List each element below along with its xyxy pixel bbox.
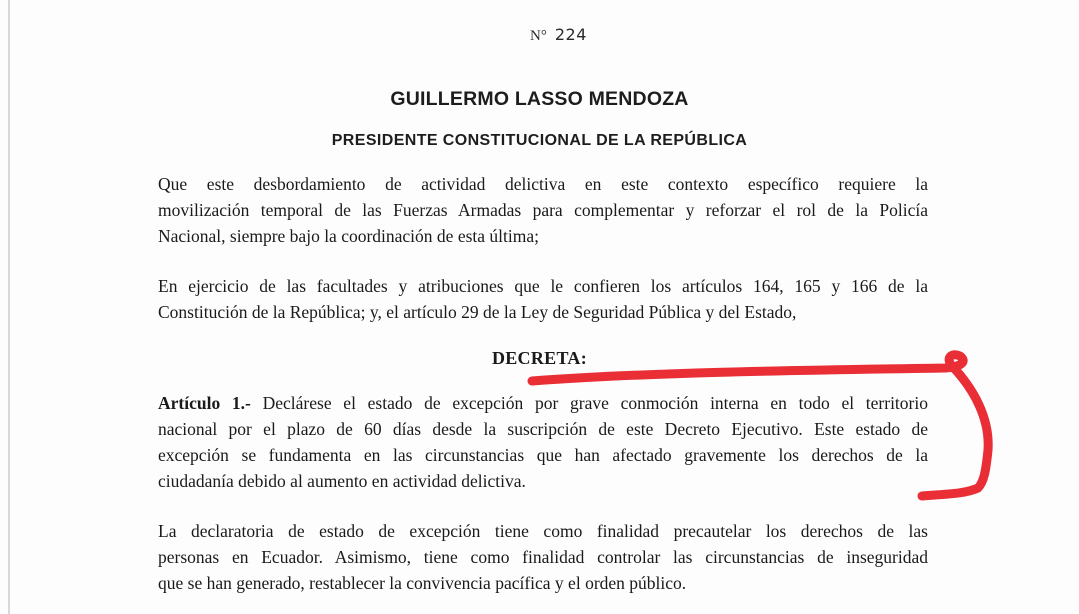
text-line: En ejercicio de las facultades y atribuciones que le confieren los artículos 164, 165 y 166 de la (158, 276, 928, 296)
decree-number (530, 24, 587, 45)
article-1-label: Artículo 1.- (158, 393, 251, 413)
number-value: 224 (554, 25, 587, 44)
president-title: PRESIDENTE CONSTITUCIONAL DE LA REPÚBLICA (331, 132, 748, 149)
text-line: que se han generado, restablecer la convivencia pacífica y el orden público. (158, 573, 687, 593)
text-line: ciudadanía debido al aumento en actividad delictiva. (158, 471, 526, 491)
article-1 (158, 390, 928, 494)
paragraph-purpose (158, 518, 928, 596)
text-line: movilización temporal de las Fuerzas Armadas para complementar y reforzar el rol de la Policía (158, 200, 928, 220)
paragraph-considering (158, 171, 928, 249)
paragraph-legal-basis (158, 273, 928, 325)
text-line: Constitución de la República; y, el artículo 29 de la Ley de Seguridad Pública y del Estado, (158, 302, 797, 322)
article-1-text: Declárese el estado de excepción por grave conmoción interna en todo el territorio (262, 393, 928, 413)
decreta-heading: DECRETA: (491, 348, 588, 368)
text-line: personas en Ecuador. Asimismo, tiene como finalidad controlar las circunstancias de inseguridad (158, 547, 928, 567)
text-line: excepción se fundamenta en las circunstancias que han afectado gravemente los derechos de la (158, 445, 928, 465)
text-line: nacional por el plazo de 60 días desde la suscripción de este Decreto Ejecutivo. Este estado de (158, 419, 928, 439)
text-line (158, 390, 928, 416)
text-line: La declaratoria de estado de excepción tiene como finalidad precautelar los derechos de las (158, 521, 928, 541)
number-sign: N° (530, 28, 547, 44)
text-line: Que este desbordamiento de actividad delictiva en este contexto específico requiere la (158, 174, 928, 194)
text-line: Nacional, siempre bajo la coordinación de esta última; (158, 226, 539, 246)
president-name: GUILLERMO LASSO MENDOZA (390, 88, 689, 110)
